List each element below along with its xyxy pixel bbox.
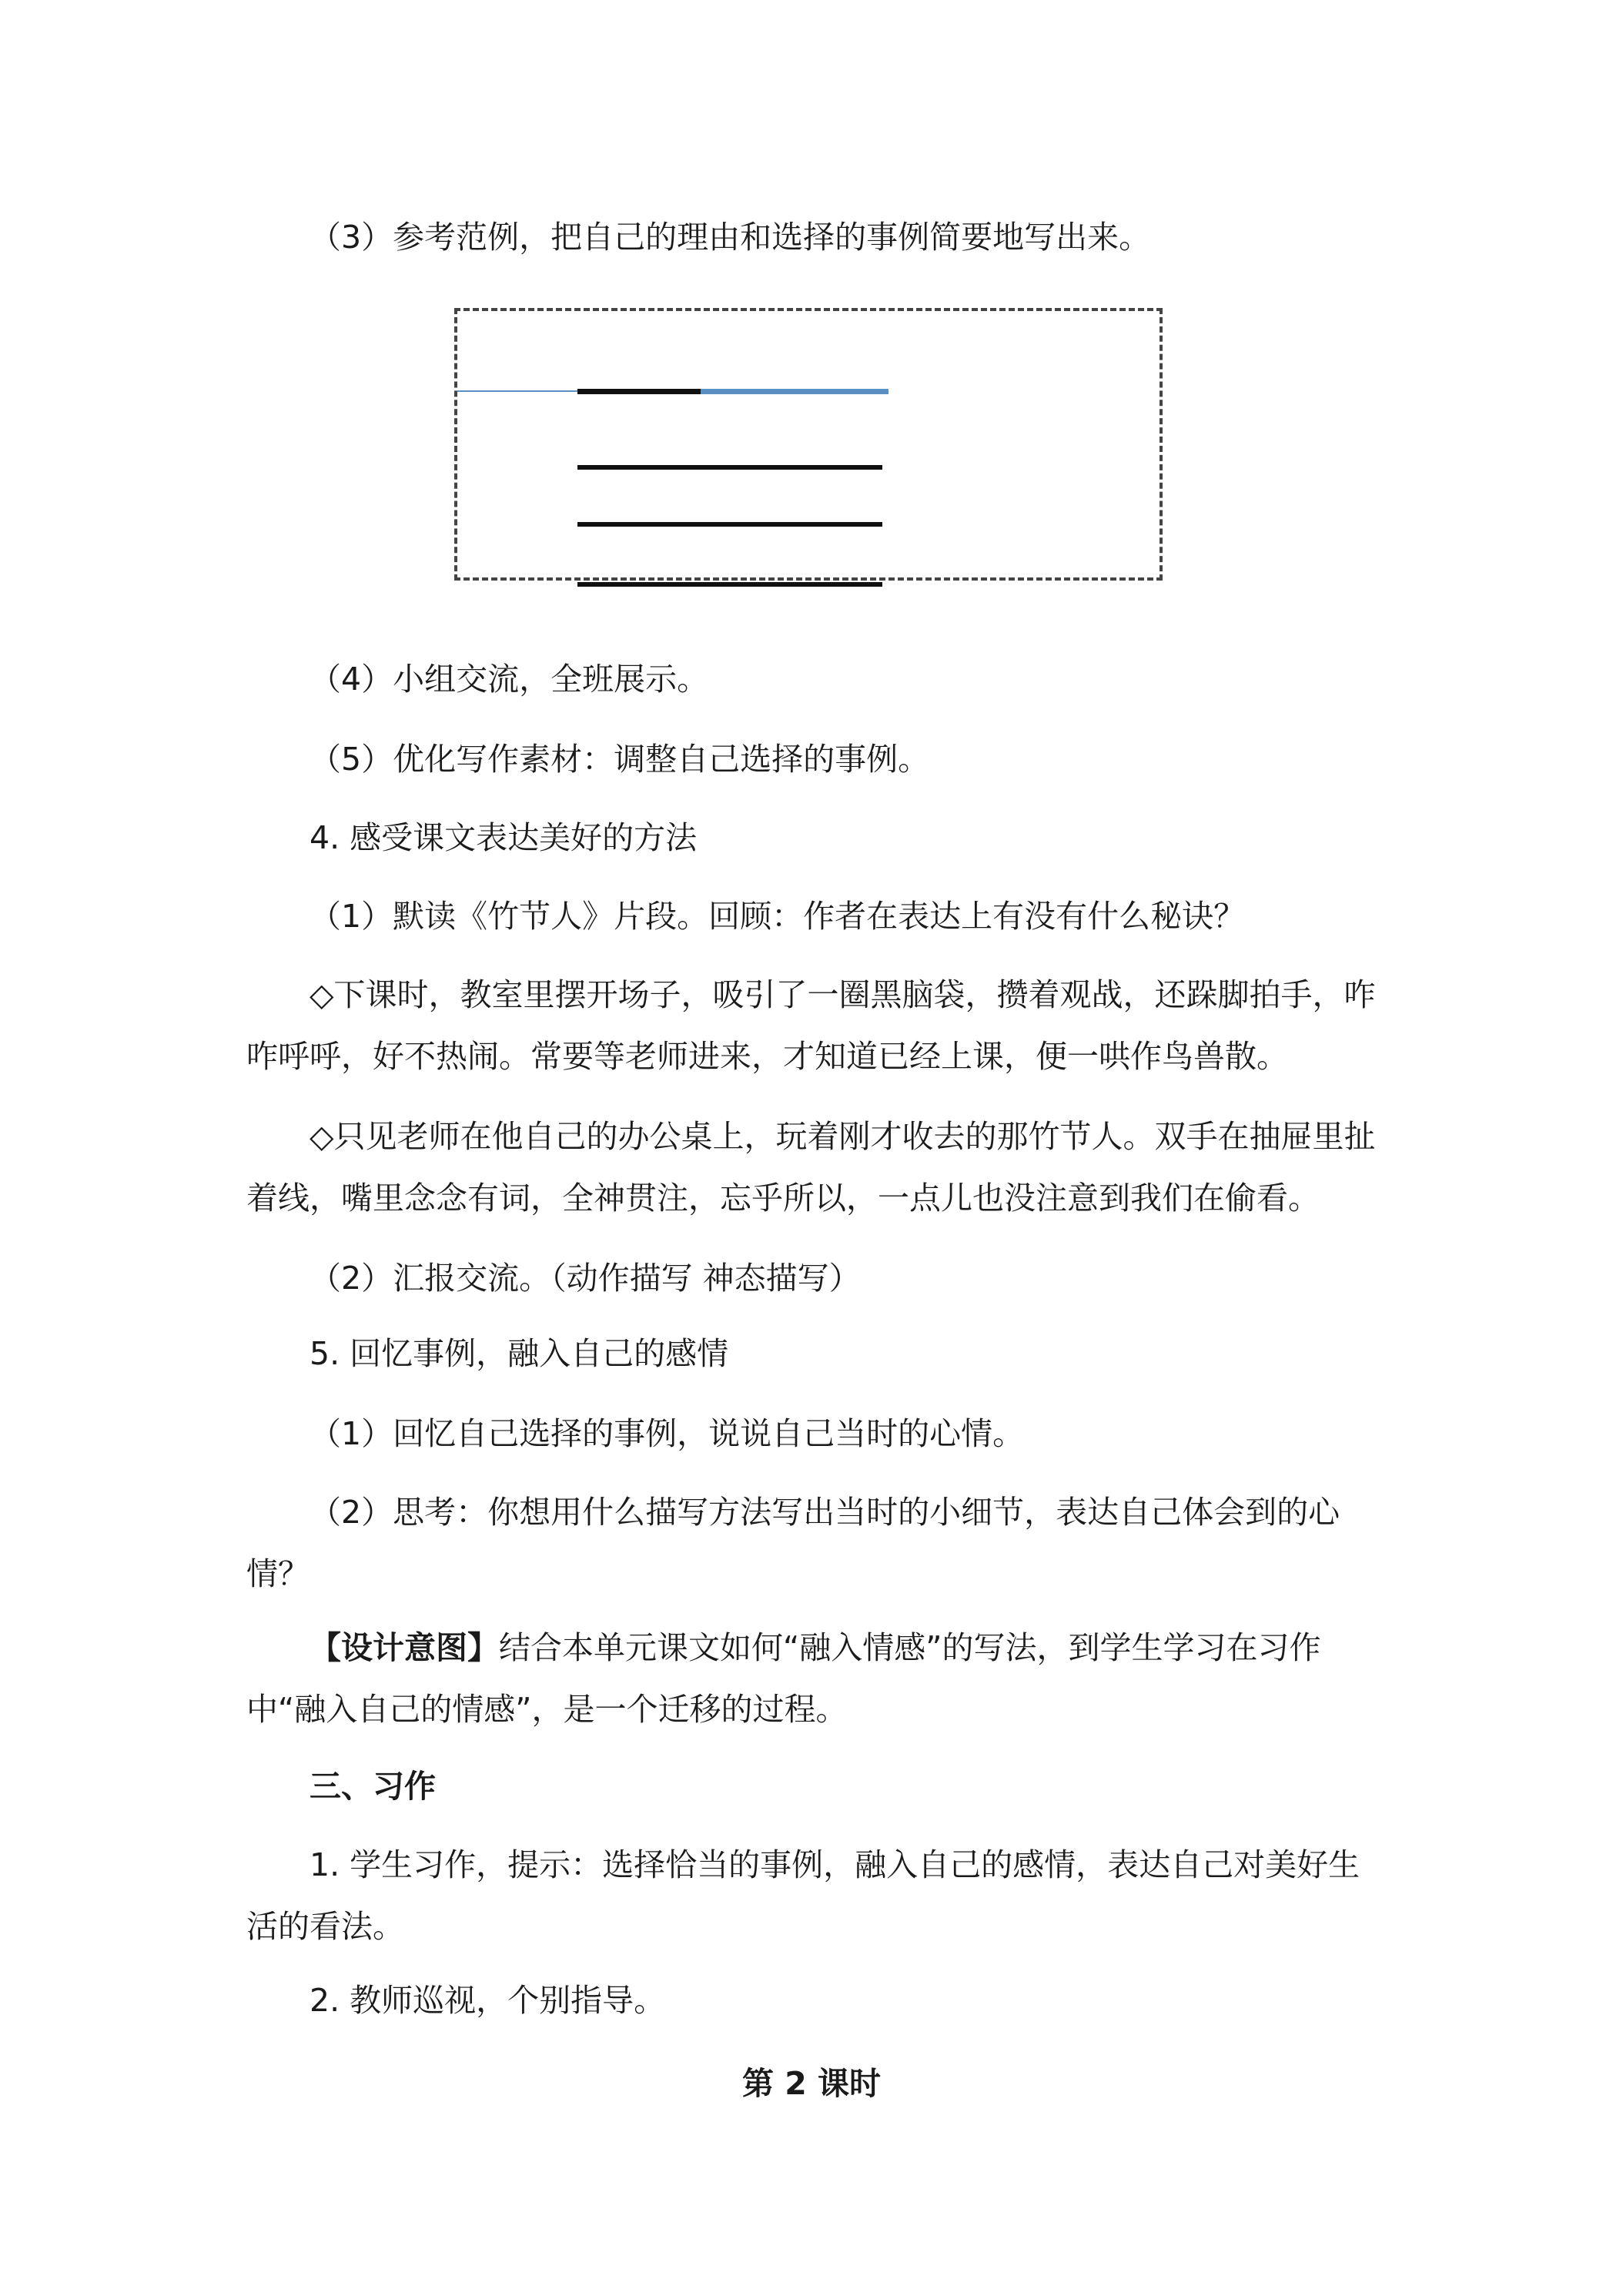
think-text: （2）思考：你想用什么描写方法写出当时的小细节，表达自己体会到的心情？ — [246, 1494, 1340, 1592]
read-excerpt-text: （1）默读《竹节人》片段。回顾：作者在表达上有没有什么秘诀？ — [310, 898, 1246, 935]
report-exchange-text: （2）汇报交流。（动作描写 神态描写） — [310, 1260, 861, 1297]
step-3-text: （3）参考范例，把自己的理由和选择的事例简要地写出来。 — [310, 219, 1151, 256]
section-5-heading: 5. 回忆事例，融入自己的感情 — [310, 1335, 729, 1372]
writing-hint-text: 1. 学生习作，提示：选择恰当的事例，融入自己的感情，表达自己对美好生活的看法。 — [246, 1846, 1360, 1945]
lesson-title: 第 2 课时 — [741, 2065, 882, 2102]
design-intent-label: 【设计意图】 — [310, 1629, 499, 1666]
template-line-1a — [577, 389, 701, 394]
writing-template-box — [454, 308, 1163, 581]
step-4-text: （4）小组交流，全班展示。 — [310, 661, 709, 698]
design-intent-text: 结合本单元课文如何“融入情感”的写法，到学生学习在习作中“融入自己的情感”，是一个迁移的过程。 — [246, 1629, 1321, 1728]
recall-text: （1）回忆自己选择的事例，说说自己当时的心情。 — [310, 1415, 1025, 1452]
step-5-text: （5）优化写作素材：调整自己选择的事例。 — [310, 741, 930, 778]
template-line-lead — [457, 390, 577, 392]
template-line-4 — [577, 582, 882, 587]
excerpt-paragraph-2: ◇只见老师在他自己的办公桌上，玩着刚才收去的那竹节人。双手在抽屉里扯着线，嘴里念念有词，全神贯注，忘乎所以，一点儿也没注意到我们在偷看。 — [246, 1118, 1376, 1217]
template-line-3 — [577, 522, 882, 527]
design-intent-paragraph — [246, 1617, 1386, 1740]
template-line-1b — [701, 389, 888, 394]
excerpt-paragraph-1: ◇下课时，教室里摆开场子，吸引了一圈黑脑袋，攒着观战，还跺脚拍手，咋咋呼呼，好不热闹。常要等老师进来，才知道已经上课，便一哄作鸟兽散。 — [246, 976, 1376, 1075]
template-line-2 — [577, 465, 882, 470]
section-4-heading: 4. 感受课文表达美好的方法 — [310, 819, 698, 856]
teacher-guide-text: 2. 教师巡视，个别指导。 — [310, 1982, 666, 2019]
section-3-heading: 三、习作 — [310, 1768, 436, 1805]
